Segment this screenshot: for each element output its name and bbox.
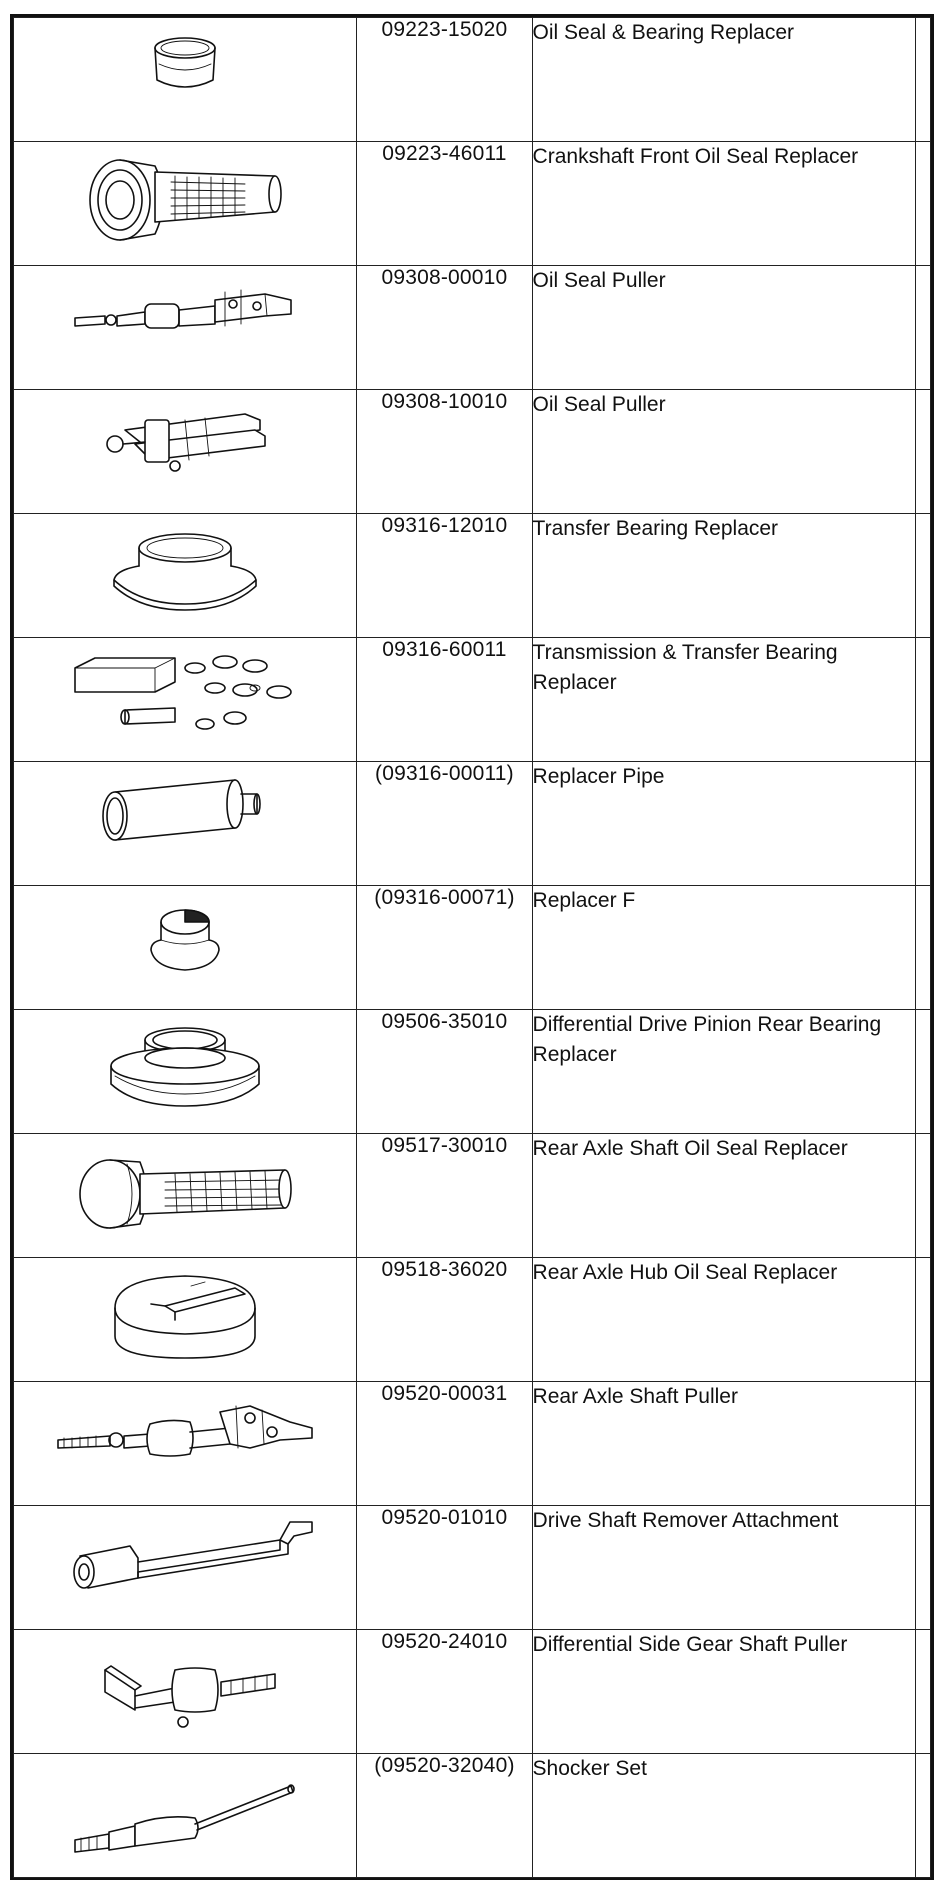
tool-name: Rear Axle Shaft Puller [532, 1382, 915, 1506]
tool-illustration-cell [14, 142, 357, 266]
tool-illustration-cell [14, 1134, 357, 1258]
replacer-cap-icon [115, 886, 255, 986]
table-row [14, 1010, 931, 1134]
tool-name: Replacer Pipe [532, 762, 915, 886]
part-number: 09520-01010 [357, 1506, 532, 1630]
axle-seal-replacer-icon [65, 1134, 305, 1244]
table-row [14, 1258, 931, 1382]
tool-name: Rear Axle Shaft Oil Seal Replacer [532, 1134, 915, 1258]
row-edge [915, 1506, 930, 1630]
part-number: (09520-32040) [357, 1754, 532, 1878]
tool-illustration-cell [14, 1382, 357, 1506]
table-row [14, 514, 931, 638]
row-edge [915, 390, 930, 514]
oil-seal-bearing-replacer-icon [125, 18, 245, 108]
row-edge [915, 1258, 930, 1382]
crankshaft-seal-replacer-icon [75, 142, 295, 252]
tool-illustration-cell [14, 1754, 357, 1878]
table-row [14, 18, 931, 142]
claw-puller-icon [85, 390, 285, 480]
row-edge [915, 1382, 930, 1506]
table-row [14, 886, 931, 1010]
table-row [14, 762, 931, 886]
tool-illustration-cell [14, 1630, 357, 1754]
tool-name: Differential Side Gear Shaft Puller [532, 1630, 915, 1754]
part-number: 09308-10010 [357, 390, 532, 514]
row-edge [915, 514, 930, 638]
tool-name: Differential Drive Pinion Rear Bearing Replacer [532, 1010, 915, 1134]
table-row [14, 1754, 931, 1878]
tool-name: Replacer F [532, 886, 915, 1010]
row-edge [915, 1134, 930, 1258]
part-number: 09223-15020 [357, 18, 532, 142]
tool-name: Oil Seal Puller [532, 390, 915, 514]
tool-illustration-cell [14, 514, 357, 638]
part-number: 09520-00031 [357, 1382, 532, 1506]
part-number: (09316-00011) [357, 762, 532, 886]
shocker-set-icon [65, 1754, 305, 1864]
part-number: 09223-46011 [357, 142, 532, 266]
table-row [14, 266, 931, 390]
tool-illustration-cell [14, 886, 357, 1010]
row-edge [915, 1754, 930, 1878]
part-number: 09308-00010 [357, 266, 532, 390]
part-number: 09316-12010 [357, 514, 532, 638]
flanged-ring-replacer-icon [95, 1010, 275, 1120]
row-edge [915, 142, 930, 266]
tool-name: Transmission & Transfer Bearing Replacer [532, 638, 915, 762]
table-row [14, 1382, 931, 1506]
tool-name: Crankshaft Front Oil Seal Replacer [532, 142, 915, 266]
part-number: 09506-35010 [357, 1010, 532, 1134]
tool-name: Oil Seal Puller [532, 266, 915, 390]
table-row [14, 1134, 931, 1258]
replacer-kit-icon [65, 638, 305, 738]
tool-illustration-cell [14, 638, 357, 762]
row-edge [915, 638, 930, 762]
tool-illustration-cell [14, 18, 357, 142]
part-number: 09520-24010 [357, 1630, 532, 1754]
ring-replacer-icon [100, 514, 270, 614]
tool-name: Drive Shaft Remover Attachment [532, 1506, 915, 1630]
table-row [14, 1506, 931, 1630]
tool-illustration-cell [14, 1258, 357, 1382]
row-edge [915, 266, 930, 390]
tool-name: Shocker Set [532, 1754, 915, 1878]
tool-table-sheet [10, 14, 934, 1880]
special-tools-table [13, 17, 931, 1878]
row-edge [915, 1630, 930, 1754]
replacer-pipe-icon [85, 762, 285, 852]
table-row [14, 638, 931, 762]
remover-attachment-icon [50, 1506, 320, 1606]
axle-shaft-puller-icon [50, 1382, 320, 1472]
row-edge [915, 762, 930, 886]
side-gear-puller-icon [75, 1630, 295, 1740]
part-number: (09316-00071) [357, 886, 532, 1010]
table-row [14, 1630, 931, 1754]
row-edge [915, 18, 930, 142]
table-row [14, 142, 931, 266]
part-number: 09316-60011 [357, 638, 532, 762]
part-number: 09517-30010 [357, 1134, 532, 1258]
tool-illustration-cell [14, 266, 357, 390]
tool-illustration-cell [14, 762, 357, 886]
tool-illustration-cell [14, 1506, 357, 1630]
tool-illustration-cell [14, 1010, 357, 1134]
part-number: 09518-36020 [357, 1258, 532, 1382]
row-edge [915, 886, 930, 1010]
slide-hammer-puller-icon [65, 266, 305, 346]
tool-name: Rear Axle Hub Oil Seal Replacer [532, 1258, 915, 1382]
tool-name: Transfer Bearing Replacer [532, 514, 915, 638]
tool-illustration-cell [14, 390, 357, 514]
hub-seal-replacer-icon [95, 1258, 275, 1368]
table-row [14, 390, 931, 514]
tool-name: Oil Seal & Bearing Replacer [532, 18, 915, 142]
row-edge [915, 1010, 930, 1134]
